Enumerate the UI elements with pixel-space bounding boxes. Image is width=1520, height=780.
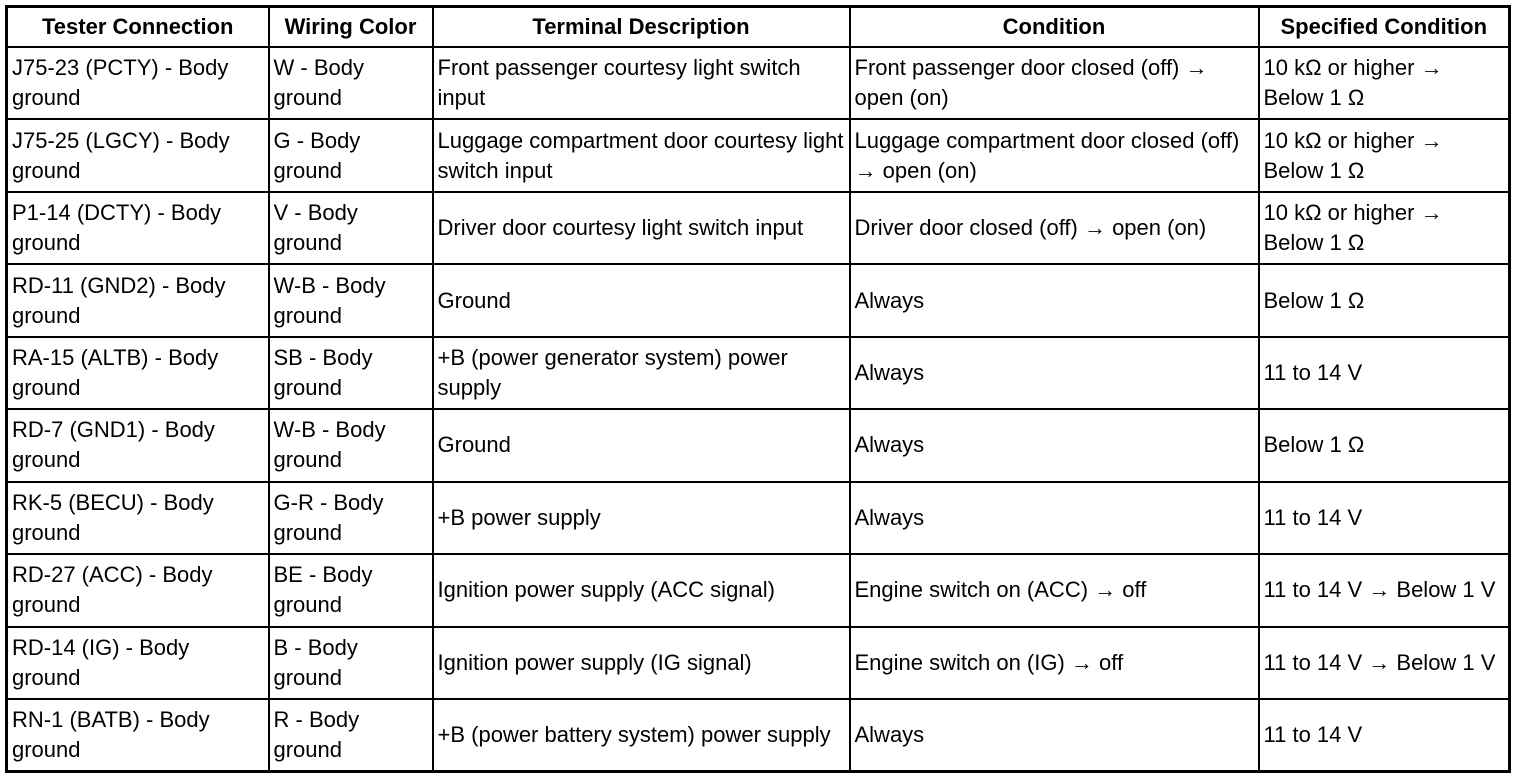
header-tester-connection: Tester Connection [7,7,269,48]
cell-wiring-color: W - Body ground [269,47,433,119]
cell-specified-condition: 11 to 14 V → Below 1 V [1259,627,1510,699]
cell-wiring-color: V - Body ground [269,192,433,264]
table-row [7,409,1510,481]
table-row [7,699,1510,772]
header-terminal-description: Terminal Description [433,7,850,48]
cell-condition: Always [850,699,1259,772]
cell-terminal-description: Ignition power supply (ACC signal) [433,554,850,626]
cell-terminal-description: +B (power battery system) power supply [433,699,850,772]
cell-terminal-description: Ground [433,409,850,481]
cell-terminal-description: Driver door courtesy light switch input [433,192,850,264]
table-row [7,192,1510,264]
cell-condition: Engine switch on (ACC) → off [850,554,1259,626]
cell-wiring-color: G-R - Body ground [269,482,433,554]
cell-tester-connection: RD-14 (IG) - Body ground [7,627,269,699]
cell-specified-condition: Below 1 Ω [1259,264,1510,336]
cell-specified-condition: 10 kΩ or higher → Below 1 Ω [1259,47,1510,119]
cell-tester-connection: RD-11 (GND2) - Body ground [7,264,269,336]
cell-terminal-description: +B power supply [433,482,850,554]
cell-specified-condition: 10 kΩ or higher → Below 1 Ω [1259,192,1510,264]
cell-specified-condition: 11 to 14 V [1259,699,1510,772]
header-row [7,7,1510,48]
cell-terminal-description: Ground [433,264,850,336]
cell-tester-connection: J75-23 (PCTY) - Body ground [7,47,269,119]
table-row [7,337,1510,409]
header-specified-condition: Specified Condition [1259,7,1510,48]
table-row [7,119,1510,191]
cell-tester-connection: RN-1 (BATB) - Body ground [7,699,269,772]
cell-tester-connection: RD-7 (GND1) - Body ground [7,409,269,481]
cell-wiring-color: W-B - Body ground [269,264,433,336]
cell-condition: Engine switch on (IG) → off [850,627,1259,699]
cell-condition: Luggage compartment door closed (off) → open (on) [850,119,1259,191]
cell-wiring-color: SB - Body ground [269,337,433,409]
cell-wiring-color: G - Body ground [269,119,433,191]
cell-tester-connection: P1-14 (DCTY) - Body ground [7,192,269,264]
cell-terminal-description: Ignition power supply (IG signal) [433,627,850,699]
table-row [7,264,1510,336]
terminal-inspection-table [5,5,1511,773]
cell-specified-condition: 10 kΩ or higher → Below 1 Ω [1259,119,1510,191]
cell-terminal-description: +B (power generator system) power supply [433,337,850,409]
cell-wiring-color: BE - Body ground [269,554,433,626]
table-row [7,482,1510,554]
cell-tester-connection: RK-5 (BECU) - Body ground [7,482,269,554]
cell-condition: Always [850,337,1259,409]
cell-wiring-color: W-B - Body ground [269,409,433,481]
cell-tester-connection: RA-15 (ALTB) - Body ground [7,337,269,409]
cell-wiring-color: B - Body ground [269,627,433,699]
cell-condition: Front passenger door closed (off) → open (on) [850,47,1259,119]
cell-condition: Always [850,482,1259,554]
cell-terminal-description: Luggage compartment door courtesy light switch input [433,119,850,191]
cell-tester-connection: RD-27 (ACC) - Body ground [7,554,269,626]
cell-condition: Always [850,264,1259,336]
table-row [7,627,1510,699]
header-wiring-color: Wiring Color [269,7,433,48]
header-condition: Condition [850,7,1259,48]
cell-specified-condition: 11 to 14 V → Below 1 V [1259,554,1510,626]
cell-terminal-description: Front passenger courtesy light switch input [433,47,850,119]
cell-wiring-color: R - Body ground [269,699,433,772]
cell-condition: Always [850,409,1259,481]
cell-specified-condition: 11 to 14 V [1259,337,1510,409]
cell-condition: Driver door closed (off) → open (on) [850,192,1259,264]
cell-specified-condition: Below 1 Ω [1259,409,1510,481]
cell-specified-condition: 11 to 14 V [1259,482,1510,554]
table-row [7,554,1510,626]
cell-tester-connection: J75-25 (LGCY) - Body ground [7,119,269,191]
table-row [7,47,1510,119]
